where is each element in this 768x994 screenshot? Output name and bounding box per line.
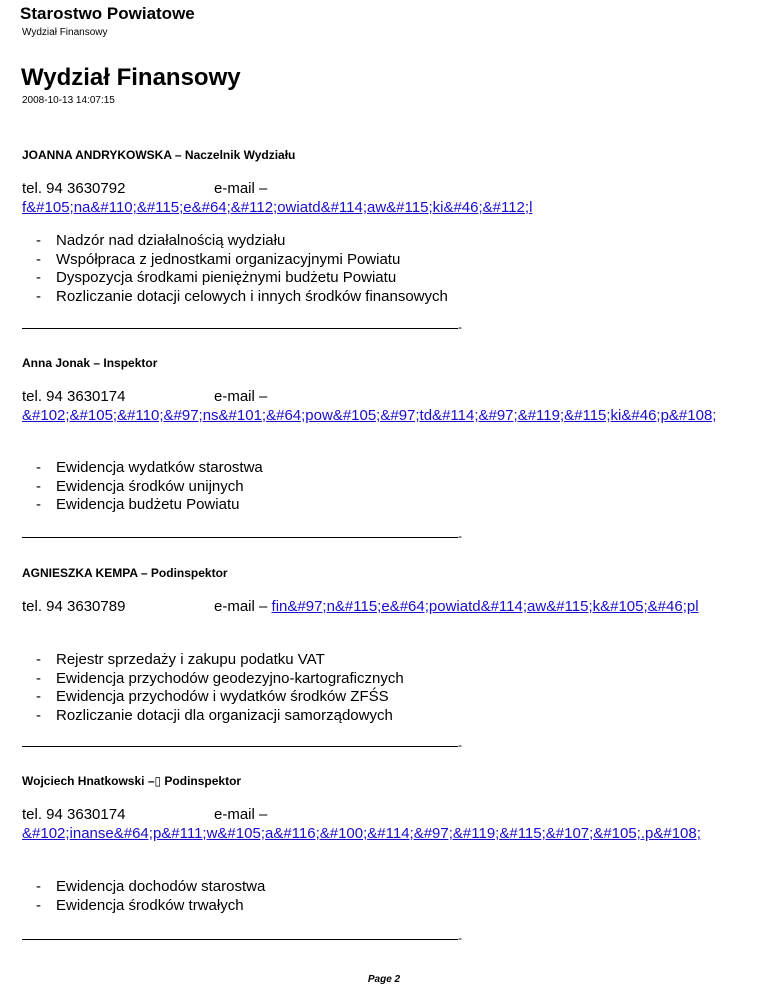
email-link[interactable]: fin&#97;n&#115;e&#64;powiatd&#114;aw&#115;k&#105;&#46;pl bbox=[271, 598, 699, 615]
duties-list bbox=[36, 232, 448, 306]
email-label: e-mail – bbox=[214, 180, 268, 197]
list-item: - Nadzór nad działalnością wydziału bbox=[36, 232, 448, 251]
person-heading: JOANNA ANDRYKOWSKA – Naczelnik Wydziału bbox=[22, 148, 296, 162]
email-label: e-mail – bbox=[214, 806, 268, 823]
email-link[interactable]: &#102;&#105;&#110;&#97;ns&#101;&#64;pow&#105;&#97;td&#114;&#97;&#119;&#115;ki&#46;p&#108; bbox=[22, 407, 717, 424]
section-divider bbox=[22, 746, 458, 747]
list-item: - Ewidencja przychodów i wydatków środków ZFŚS bbox=[36, 688, 404, 707]
list-item: - Rejestr sprzedaży i zakupu podatku VAT bbox=[36, 651, 404, 670]
person-heading: AGNIESZKA KEMPA – Podinspektor bbox=[22, 566, 228, 580]
person-heading: Anna Jonak – Inspektor bbox=[22, 356, 158, 370]
section-divider bbox=[22, 939, 458, 940]
email-link[interactable]: &#102;inanse&#64;p&#111;w&#105;a&#116;&#100;&#114;&#97;&#119;&#115;&#107;&#105;.p&#108; bbox=[22, 825, 701, 842]
duties-list bbox=[36, 459, 263, 515]
page-title: Wydział Finansowy bbox=[21, 64, 241, 91]
person-heading: Wojciech Hnatkowski –▯ Podinspektor bbox=[22, 774, 242, 788]
publish-date: 2008-10-13 14:07:15 bbox=[22, 95, 115, 106]
list-item: - Ewidencja przychodów geodezyjno-kartograficznych bbox=[36, 670, 404, 689]
page-number: Page 2 bbox=[367, 974, 401, 985]
duties-list bbox=[36, 878, 265, 915]
list-item: - Rozliczanie dotacji dla organizacji samorządowych bbox=[36, 707, 404, 726]
site-title: Starostwo Powiatowe bbox=[20, 4, 195, 23]
duties-list bbox=[36, 651, 404, 725]
list-item: - Ewidencja wydatków starostwa bbox=[36, 459, 263, 478]
contact-block bbox=[22, 387, 762, 425]
email-label: e-mail – bbox=[214, 598, 268, 615]
contact-block bbox=[22, 179, 762, 217]
section-divider bbox=[22, 328, 458, 329]
phone-number: tel. 94 3630174 bbox=[22, 388, 126, 405]
list-item: - Ewidencja środków trwałych bbox=[36, 897, 265, 916]
contact-block bbox=[22, 597, 762, 616]
list-item: - Rozliczanie dotacji celowych i innych środków finansowych bbox=[36, 288, 448, 307]
list-item: - Ewidencja budżetu Powiatu bbox=[36, 496, 263, 515]
email-link[interactable]: f&#105;na&#110;&#115;e&#64;&#112;owiatd&#114;aw&#115;ki&#46;&#112;l bbox=[22, 199, 533, 216]
contact-block bbox=[22, 805, 762, 843]
site-subtitle: Wydział Finansowy bbox=[22, 27, 108, 38]
section-divider bbox=[22, 537, 458, 538]
list-item: - Ewidencja środków unijnych bbox=[36, 478, 263, 497]
phone-number: tel. 94 3630789 bbox=[22, 598, 126, 615]
phone-number: tel. 94 3630174 bbox=[22, 806, 126, 823]
list-item: - Współpraca z jednostkami organizacyjnymi Powiatu bbox=[36, 251, 448, 270]
list-item: - Dyspozycja środkami pieniężnymi budżetu Powiatu bbox=[36, 269, 448, 288]
email-label: e-mail – bbox=[214, 388, 268, 405]
list-item: - Ewidencja dochodów starostwa bbox=[36, 878, 265, 897]
phone-number: tel. 94 3630792 bbox=[22, 180, 126, 197]
